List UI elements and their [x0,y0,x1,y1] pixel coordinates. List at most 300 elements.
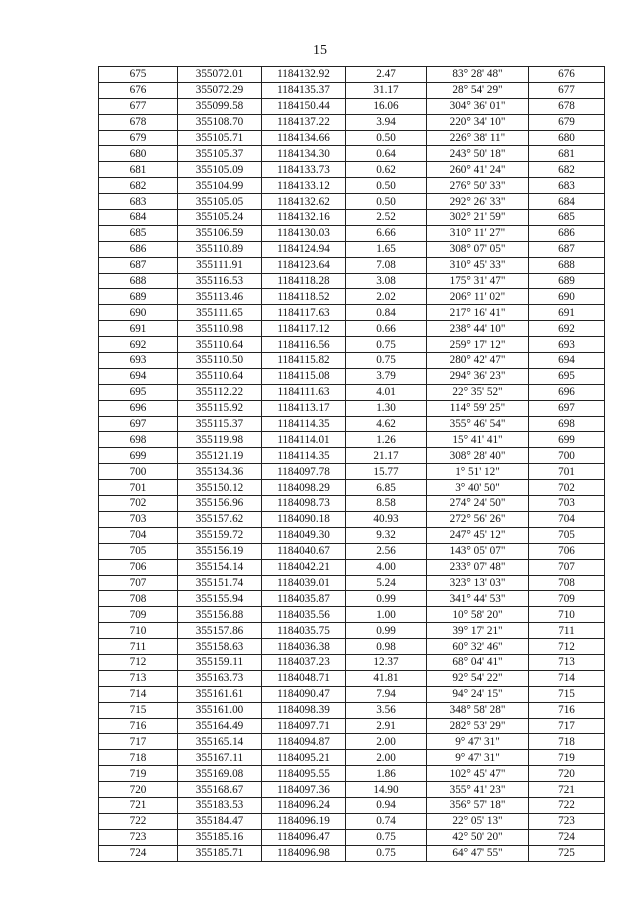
y-coordinate-cell: 1184124.94 [262,241,346,257]
bearing-cell: 68° 04' 41" [427,654,529,670]
coordinates-table [98,66,605,862]
point-number-cell: 723 [99,829,178,845]
y-coordinate-cell: 1184137.22 [262,114,346,130]
table-row [99,686,605,702]
point-number-cell: 712 [99,654,178,670]
table-row [99,289,605,305]
y-coordinate-cell: 1184117.12 [262,321,346,337]
y-coordinate-cell: 1184035.87 [262,591,346,607]
distance-cell: 9.32 [346,527,427,543]
x-coordinate-cell: 355157.62 [178,511,262,527]
next-point-cell: 705 [529,527,605,543]
table-row [99,845,605,861]
distance-cell: 4.01 [346,384,427,400]
next-point-cell: 722 [529,797,605,813]
y-coordinate-cell: 1184090.18 [262,511,346,527]
x-coordinate-cell: 355163.73 [178,670,262,686]
distance-cell: 3.56 [346,702,427,718]
point-number-cell: 682 [99,178,178,194]
y-coordinate-cell: 1184114.35 [262,416,346,432]
y-coordinate-cell: 1184134.30 [262,146,346,162]
point-number-cell: 715 [99,702,178,718]
table-row [99,241,605,257]
point-number-cell: 705 [99,543,178,559]
bearing-cell: 22° 05' 13" [427,813,529,829]
point-number-cell: 696 [99,400,178,416]
distance-cell: 2.52 [346,210,427,226]
bearing-cell: 247° 45' 12" [427,527,529,543]
next-point-cell: 682 [529,162,605,178]
x-coordinate-cell: 355110.50 [178,353,262,369]
y-coordinate-cell: 1184134.66 [262,130,346,146]
distance-cell: 0.75 [346,353,427,369]
distance-cell: 6.66 [346,225,427,241]
point-number-cell: 694 [99,368,178,384]
next-point-cell: 680 [529,130,605,146]
point-number-cell: 719 [99,766,178,782]
x-coordinate-cell: 355134.36 [178,464,262,480]
x-coordinate-cell: 355161.00 [178,702,262,718]
bearing-cell: 220° 34' 10" [427,114,529,130]
y-coordinate-cell: 1184133.12 [262,178,346,194]
point-number-cell: 724 [99,845,178,861]
next-point-cell: 688 [529,257,605,273]
table-row [99,623,605,639]
x-coordinate-cell: 355115.37 [178,416,262,432]
bearing-cell: 217° 16' 41" [427,305,529,321]
bearing-cell: 292° 26' 33" [427,194,529,210]
next-point-cell: 709 [529,591,605,607]
next-point-cell: 723 [529,813,605,829]
x-coordinate-cell: 355168.67 [178,782,262,798]
distance-cell: 0.64 [346,146,427,162]
distance-cell: 2.00 [346,734,427,750]
next-point-cell: 716 [529,702,605,718]
point-number-cell: 699 [99,448,178,464]
distance-cell: 1.26 [346,432,427,448]
x-coordinate-cell: 355185.16 [178,829,262,845]
x-coordinate-cell: 355157.86 [178,623,262,639]
distance-cell: 4.00 [346,559,427,575]
table-row [99,114,605,130]
y-coordinate-cell: 1184135.37 [262,82,346,98]
bearing-cell: 28° 54' 29" [427,82,529,98]
point-number-cell: 721 [99,797,178,813]
bearing-cell: 280° 42' 47" [427,353,529,369]
point-number-cell: 687 [99,257,178,273]
bearing-cell: 83° 28' 48" [427,67,529,83]
next-point-cell: 695 [529,368,605,384]
point-number-cell: 686 [99,241,178,257]
x-coordinate-cell: 355072.01 [178,67,262,83]
y-coordinate-cell: 1184113.17 [262,400,346,416]
table-row [99,670,605,686]
distance-cell: 2.56 [346,543,427,559]
x-coordinate-cell: 355116.53 [178,273,262,289]
table-row [99,337,605,353]
y-coordinate-cell: 1184116.56 [262,337,346,353]
x-coordinate-cell: 355110.98 [178,321,262,337]
next-point-cell: 701 [529,464,605,480]
next-point-cell: 711 [529,623,605,639]
x-coordinate-cell: 355105.09 [178,162,262,178]
bearing-cell: 348° 58' 28" [427,702,529,718]
next-point-cell: 724 [529,829,605,845]
x-coordinate-cell: 355104.99 [178,178,262,194]
bearing-cell: 302° 21' 59" [427,210,529,226]
x-coordinate-cell: 355154.14 [178,559,262,575]
next-point-cell: 683 [529,178,605,194]
point-number-cell: 684 [99,210,178,226]
bearing-cell: 64° 47' 55" [427,845,529,861]
x-coordinate-cell: 355105.71 [178,130,262,146]
point-number-cell: 683 [99,194,178,210]
y-coordinate-cell: 1184094.87 [262,734,346,750]
point-number-cell: 708 [99,591,178,607]
point-number-cell: 710 [99,623,178,639]
distance-cell: 0.98 [346,639,427,655]
y-coordinate-cell: 1184096.47 [262,829,346,845]
next-point-cell: 690 [529,289,605,305]
next-point-cell: 697 [529,400,605,416]
y-coordinate-cell: 1184096.98 [262,845,346,861]
y-coordinate-cell: 1184097.71 [262,718,346,734]
point-number-cell: 720 [99,782,178,798]
x-coordinate-cell: 355119.98 [178,432,262,448]
table-row [99,750,605,766]
y-coordinate-cell: 1184118.52 [262,289,346,305]
x-coordinate-cell: 355156.19 [178,543,262,559]
x-coordinate-cell: 355111.91 [178,257,262,273]
distance-cell: 0.62 [346,162,427,178]
point-number-cell: 695 [99,384,178,400]
distance-cell: 2.02 [346,289,427,305]
x-coordinate-cell: 355169.08 [178,766,262,782]
distance-cell: 40.93 [346,511,427,527]
distance-cell: 15.77 [346,464,427,480]
x-coordinate-cell: 355105.24 [178,210,262,226]
next-point-cell: 713 [529,654,605,670]
distance-cell: 31.17 [346,82,427,98]
bearing-cell: 355° 41' 23" [427,782,529,798]
table-row [99,496,605,512]
distance-cell: 16.06 [346,98,427,114]
y-coordinate-cell: 1184095.55 [262,766,346,782]
bearing-cell: 226° 38' 11" [427,130,529,146]
distance-cell: 8.58 [346,496,427,512]
distance-cell: 0.75 [346,829,427,845]
bearing-cell: 323° 13' 03" [427,575,529,591]
next-point-cell: 693 [529,337,605,353]
next-point-cell: 700 [529,448,605,464]
x-coordinate-cell: 355099.58 [178,98,262,114]
y-coordinate-cell: 1184132.16 [262,210,346,226]
next-point-cell: 684 [529,194,605,210]
y-coordinate-cell: 1184133.73 [262,162,346,178]
next-point-cell: 720 [529,766,605,782]
next-point-cell: 698 [529,416,605,432]
point-number-cell: 675 [99,67,178,83]
table-row [99,162,605,178]
bearing-cell: 259° 17' 12" [427,337,529,353]
x-coordinate-cell: 355183.53 [178,797,262,813]
x-coordinate-cell: 355108.70 [178,114,262,130]
y-coordinate-cell: 1184097.78 [262,464,346,480]
table-row [99,353,605,369]
bearing-cell: 94° 24' 15" [427,686,529,702]
x-coordinate-cell: 355110.64 [178,337,262,353]
point-number-cell: 690 [99,305,178,321]
bearing-cell: 10° 58' 20" [427,607,529,623]
next-point-cell: 678 [529,98,605,114]
y-coordinate-cell: 1184039.01 [262,575,346,591]
y-coordinate-cell: 1184114.01 [262,432,346,448]
point-number-cell: 681 [99,162,178,178]
table-row [99,432,605,448]
table-row [99,718,605,734]
x-coordinate-cell: 355184.47 [178,813,262,829]
distance-cell: 3.94 [346,114,427,130]
bearing-cell: 15° 41' 41" [427,432,529,448]
point-number-cell: 717 [99,734,178,750]
distance-cell: 1.00 [346,607,427,623]
point-number-cell: 692 [99,337,178,353]
distance-cell: 0.84 [346,305,427,321]
bearing-cell: 341° 44' 53" [427,591,529,607]
distance-cell: 1.30 [346,400,427,416]
point-number-cell: 709 [99,607,178,623]
bearing-cell: 238° 44' 10" [427,321,529,337]
next-point-cell: 696 [529,384,605,400]
next-point-cell: 717 [529,718,605,734]
bearing-cell: 206° 11' 02" [427,289,529,305]
distance-cell: 7.08 [346,257,427,273]
point-number-cell: 693 [99,353,178,369]
distance-cell: 2.47 [346,67,427,83]
point-number-cell: 698 [99,432,178,448]
distance-cell: 3.79 [346,368,427,384]
distance-cell: 0.99 [346,623,427,639]
next-point-cell: 719 [529,750,605,766]
x-coordinate-cell: 355105.05 [178,194,262,210]
point-number-cell: 707 [99,575,178,591]
y-coordinate-cell: 1184096.19 [262,813,346,829]
distance-cell: 41.81 [346,670,427,686]
table-row [99,130,605,146]
distance-cell: 0.50 [346,130,427,146]
point-number-cell: 676 [99,82,178,98]
distance-cell: 0.99 [346,591,427,607]
table-row [99,766,605,782]
bearing-cell: 282° 53' 29" [427,718,529,734]
bearing-cell: 310° 45' 33" [427,257,529,273]
point-number-cell: 700 [99,464,178,480]
next-point-cell: 689 [529,273,605,289]
next-point-cell: 718 [529,734,605,750]
x-coordinate-cell: 355156.88 [178,607,262,623]
point-number-cell: 679 [99,130,178,146]
table-row [99,543,605,559]
table-row [99,225,605,241]
y-coordinate-cell: 1184118.28 [262,273,346,289]
x-coordinate-cell: 355159.11 [178,654,262,670]
x-coordinate-cell: 355105.37 [178,146,262,162]
bearing-cell: 310° 11' 27" [427,225,529,241]
bearing-cell: 3° 40' 50" [427,480,529,496]
bearing-cell: 276° 50' 33" [427,178,529,194]
next-point-cell: 706 [529,543,605,559]
bearing-cell: 92° 54' 22" [427,670,529,686]
distance-cell: 12.37 [346,654,427,670]
y-coordinate-cell: 1184036.38 [262,639,346,655]
x-coordinate-cell: 355072.29 [178,82,262,98]
y-coordinate-cell: 1184048.71 [262,670,346,686]
next-point-cell: 704 [529,511,605,527]
table-row [99,607,605,623]
next-point-cell: 699 [529,432,605,448]
y-coordinate-cell: 1184090.47 [262,686,346,702]
bearing-cell: 355° 46' 54" [427,416,529,432]
y-coordinate-cell: 1184042.21 [262,559,346,575]
x-coordinate-cell: 355112.22 [178,384,262,400]
y-coordinate-cell: 1184098.29 [262,480,346,496]
next-point-cell: 702 [529,480,605,496]
next-point-cell: 685 [529,210,605,226]
bearing-cell: 143° 05' 07" [427,543,529,559]
x-coordinate-cell: 355151.74 [178,575,262,591]
bearing-cell: 308° 07' 05" [427,241,529,257]
table-row [99,480,605,496]
table-row [99,82,605,98]
point-number-cell: 722 [99,813,178,829]
bearing-cell: 9° 47' 31" [427,750,529,766]
next-point-cell: 686 [529,225,605,241]
bearing-cell: 42° 50' 20" [427,829,529,845]
y-coordinate-cell: 1184097.36 [262,782,346,798]
next-point-cell: 692 [529,321,605,337]
page-number: 15 [313,43,327,58]
x-coordinate-cell: 355155.94 [178,591,262,607]
bearing-cell: 274° 24' 50" [427,496,529,512]
y-coordinate-cell: 1184114.35 [262,448,346,464]
bearing-cell: 356° 57' 18" [427,797,529,813]
y-coordinate-cell: 1184035.56 [262,607,346,623]
table-row [99,178,605,194]
table-row [99,782,605,798]
x-coordinate-cell: 355159.72 [178,527,262,543]
table-row [99,400,605,416]
y-coordinate-cell: 1184111.63 [262,384,346,400]
table-row [99,210,605,226]
next-point-cell: 687 [529,241,605,257]
y-coordinate-cell: 1184132.62 [262,194,346,210]
bearing-cell: 39° 17' 21" [427,623,529,639]
distance-cell: 1.86 [346,766,427,782]
x-coordinate-cell: 355156.96 [178,496,262,512]
next-point-cell: 677 [529,82,605,98]
y-coordinate-cell: 1184150.44 [262,98,346,114]
next-point-cell: 725 [529,845,605,861]
distance-cell: 1.65 [346,241,427,257]
x-coordinate-cell: 355161.61 [178,686,262,702]
next-point-cell: 712 [529,639,605,655]
distance-cell: 6.85 [346,480,427,496]
bearing-cell: 272° 56' 26" [427,511,529,527]
next-point-cell: 714 [529,670,605,686]
x-coordinate-cell: 355110.64 [178,368,262,384]
point-number-cell: 703 [99,511,178,527]
next-point-cell: 708 [529,575,605,591]
distance-cell: 4.62 [346,416,427,432]
next-point-cell: 691 [529,305,605,321]
table-row [99,829,605,845]
y-coordinate-cell: 1184098.39 [262,702,346,718]
bearing-cell: 60° 32' 46" [427,639,529,655]
next-point-cell: 694 [529,353,605,369]
x-coordinate-cell: 355110.89 [178,241,262,257]
distance-cell: 0.75 [346,337,427,353]
table-row [99,257,605,273]
y-coordinate-cell: 1184115.08 [262,368,346,384]
distance-cell: 0.75 [346,845,427,861]
next-point-cell: 715 [529,686,605,702]
table-row [99,813,605,829]
point-number-cell: 697 [99,416,178,432]
y-coordinate-cell: 1184096.24 [262,797,346,813]
table-row [99,464,605,480]
x-coordinate-cell: 355167.11 [178,750,262,766]
table-row [99,591,605,607]
next-point-cell: 676 [529,67,605,83]
x-coordinate-cell: 355106.59 [178,225,262,241]
bearing-cell: 22° 35' 52" [427,384,529,400]
x-coordinate-cell: 355164.49 [178,718,262,734]
distance-cell: 5.24 [346,575,427,591]
y-coordinate-cell: 1184049.30 [262,527,346,543]
bearing-cell: 294° 36' 23" [427,368,529,384]
table-row [99,98,605,114]
x-coordinate-cell: 355115.92 [178,400,262,416]
x-coordinate-cell: 355185.71 [178,845,262,861]
y-coordinate-cell: 1184115.82 [262,353,346,369]
bearing-cell: 233° 07' 48" [427,559,529,575]
point-number-cell: 688 [99,273,178,289]
next-point-cell: 679 [529,114,605,130]
point-number-cell: 689 [99,289,178,305]
y-coordinate-cell: 1184095.21 [262,750,346,766]
bearing-cell: 308° 28' 40" [427,448,529,464]
bearing-cell: 304° 36' 01" [427,98,529,114]
x-coordinate-cell: 355113.46 [178,289,262,305]
x-coordinate-cell: 355111.65 [178,305,262,321]
point-number-cell: 680 [99,146,178,162]
bearing-cell: 243° 50' 18" [427,146,529,162]
table-row [99,639,605,655]
bearing-cell: 175° 31' 47" [427,273,529,289]
table-row [99,384,605,400]
table-row [99,416,605,432]
next-point-cell: 710 [529,607,605,623]
distance-cell: 0.50 [346,194,427,210]
point-number-cell: 711 [99,639,178,655]
table-row [99,702,605,718]
table-row [99,559,605,575]
table-row [99,448,605,464]
table-row [99,527,605,543]
table-row [99,305,605,321]
point-number-cell: 718 [99,750,178,766]
next-point-cell: 703 [529,496,605,512]
